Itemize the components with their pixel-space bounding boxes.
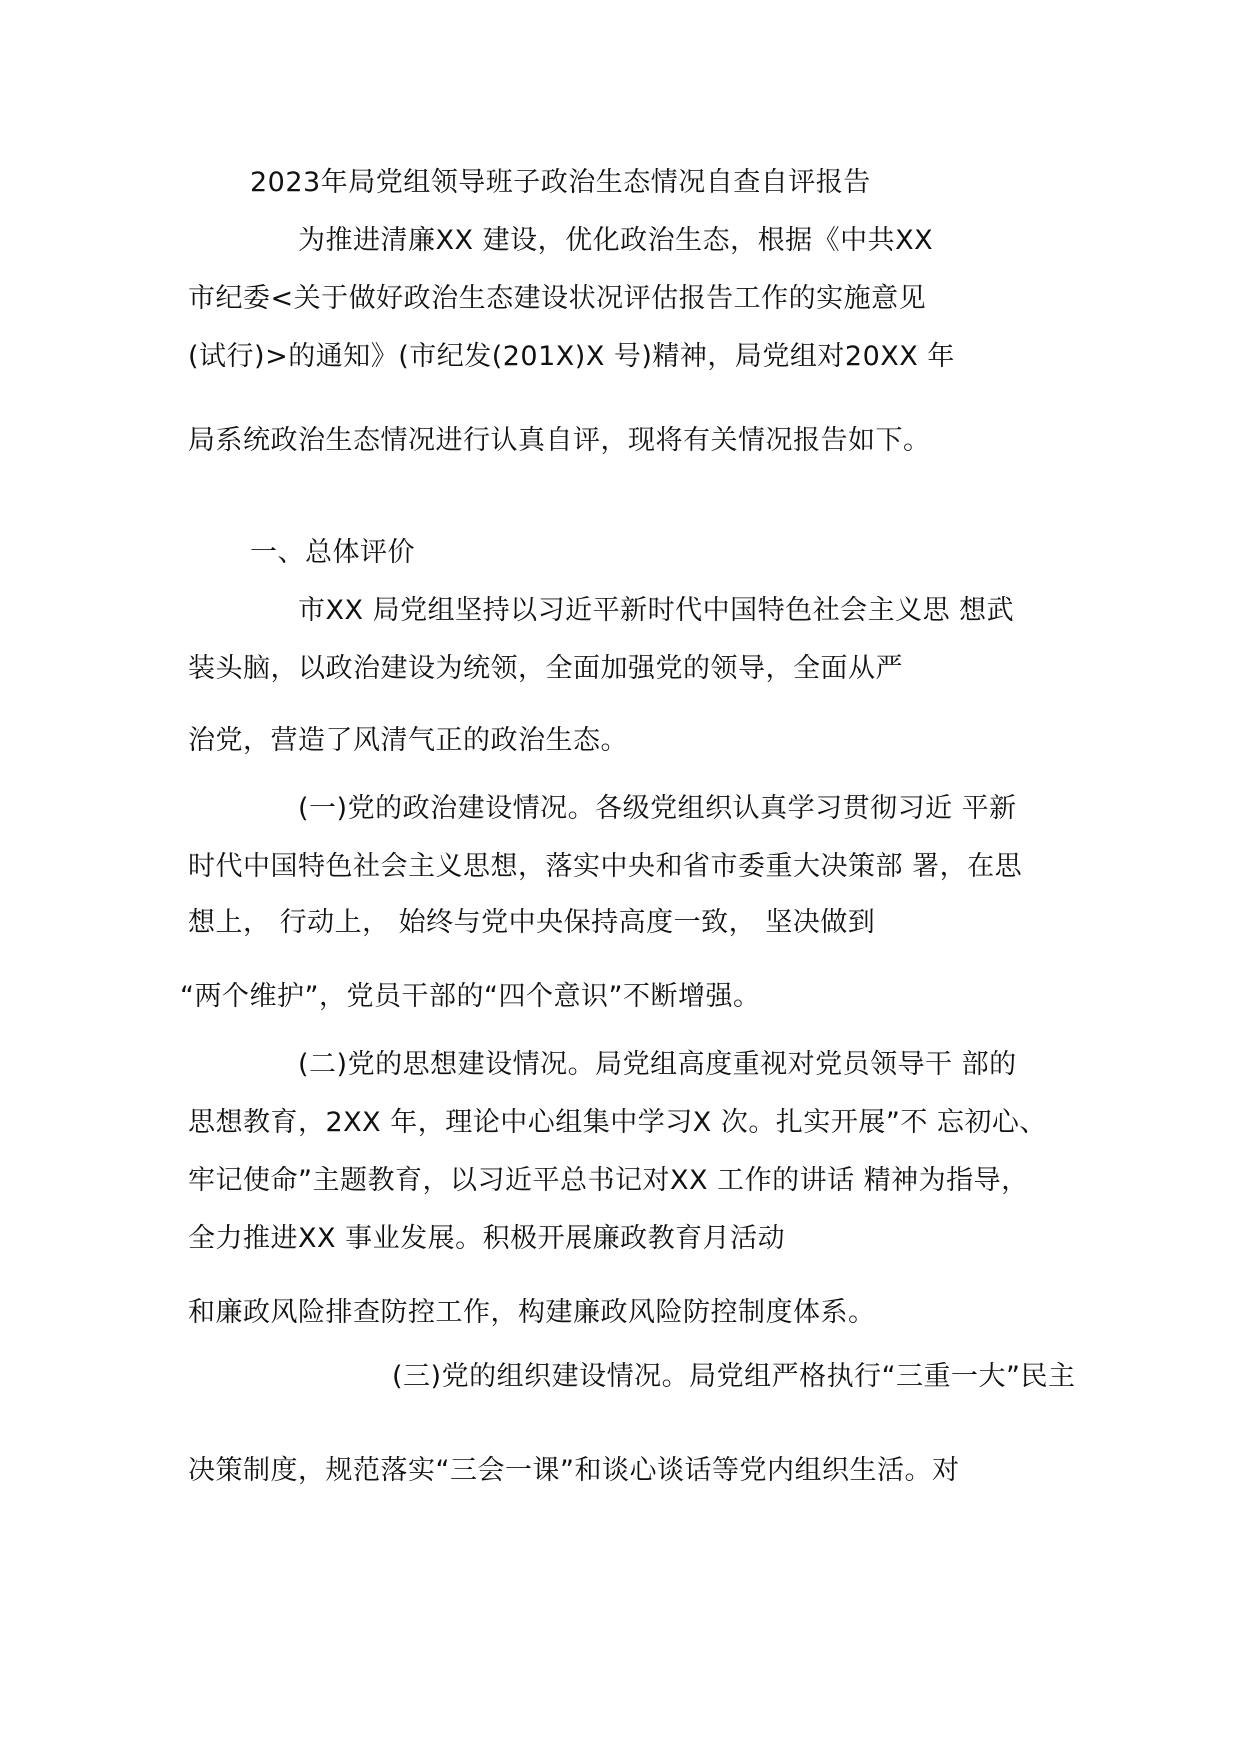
intro-line-1: 为推进清廉XX 建设，优化政治生态，根据《中共XX bbox=[298, 225, 934, 256]
sub-2-line-4: 全力推进XX 事业发展。积极开展廉政教育月活动 bbox=[188, 1223, 786, 1254]
sub-2-line-2: 思想教育，2XX 年，理论中心组集中学习X 次。扎实开展”不 忘初心、 bbox=[188, 1107, 1047, 1138]
sub-1-line-4: “两个维护”，党员干部的“四个意识”不断增强。 bbox=[180, 981, 761, 1012]
section-heading-overall-evaluation: 一、总体评价 bbox=[250, 537, 415, 568]
intro-line-4: 局系统政治生态情况进行认真自评，现将有关情况报告如下。 bbox=[188, 425, 931, 456]
section-1-line-2: 装头脑，以政治建设为统领，全面加强党的领导，全面从严 bbox=[188, 653, 903, 684]
section-1-line-1: 市XX 局党组坚持以习近平新时代中国特色社会主义思 想武 bbox=[298, 595, 1015, 626]
intro-line-3: (试行)>的通知》(市纪发(201X)X 号)精神，局党组对20XX 年 bbox=[188, 341, 955, 372]
sub-2-line-5: 和廉政风险排查防控工作，构建廉政风险防控制度体系。 bbox=[188, 1297, 876, 1328]
sub-1-line-3: 想上， 行动上， 始终与党中央保持高度一致， 坚决做到 bbox=[188, 907, 876, 938]
sub-3-line-1: (三)党的组织建设情况。局党组严格执行“三重一大”民主 bbox=[392, 1361, 1076, 1392]
page-title: 2023年局党组领导班子政治生态情况自查自评报告 bbox=[250, 167, 871, 198]
intro-line-2: 市纪委<关于做好政治生态建设状况评估报告工作的实施意见 bbox=[188, 283, 927, 314]
sub-2-line-3: 牢记使命”主题教育，以习近平总书记对XX 工作的讲话 精神为指导， bbox=[188, 1165, 1029, 1196]
sub-1-line-1: (一)党的政治建设情况。各级党组织认真学习贯彻习近 平新 bbox=[298, 793, 1017, 824]
sub-3-line-2: 决策制度，规范落实“三会一课”和谈心谈话等党内组织生活。对 bbox=[188, 1455, 960, 1486]
section-1-line-3: 治党，营造了风清气正的政治生态。 bbox=[188, 725, 628, 756]
sub-2-line-1: (二)党的思想建设情况。局党组高度重视对党员领导干 部的 bbox=[298, 1049, 1017, 1080]
sub-1-line-2: 时代中国特色社会主义思想，落实中央和省市委重大决策部 署，在思 bbox=[188, 851, 1023, 882]
